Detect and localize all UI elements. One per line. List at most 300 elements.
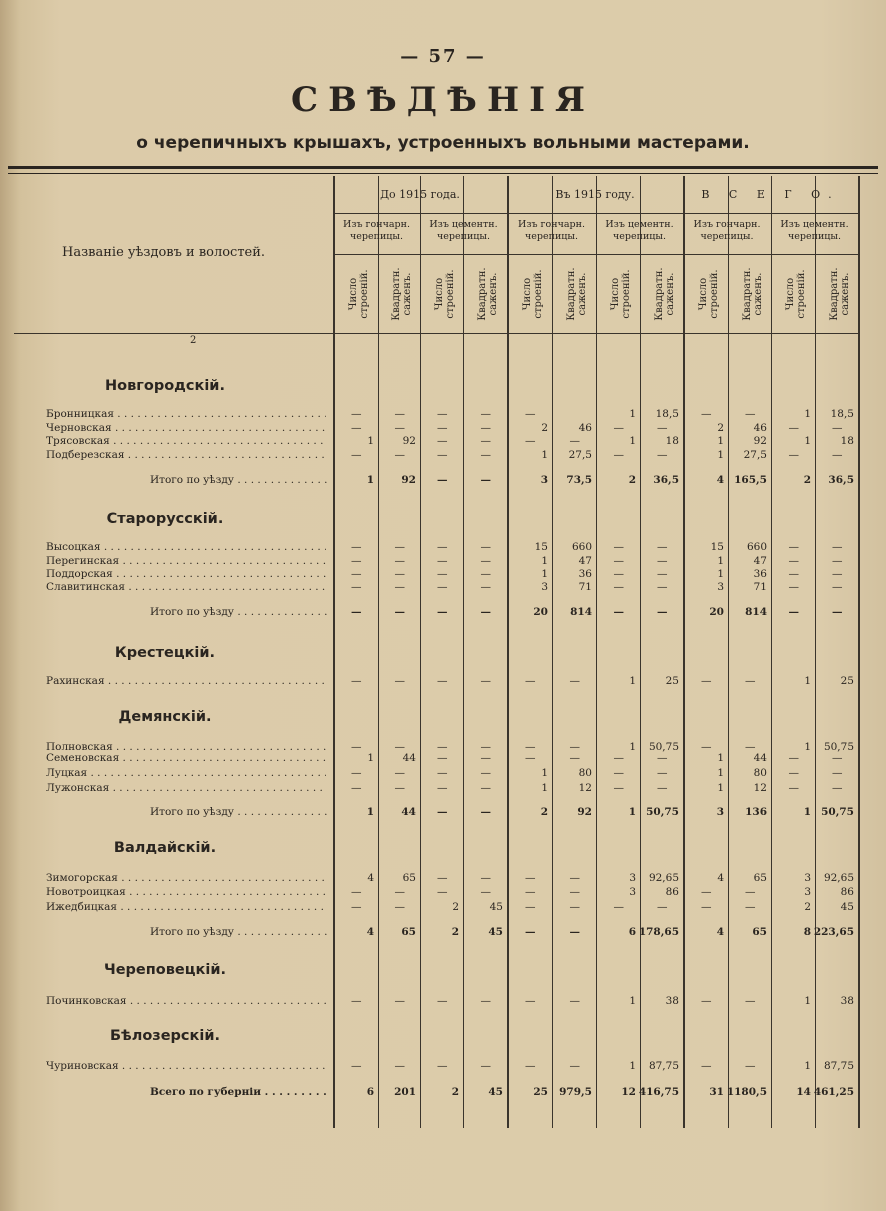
- total-cell: 92: [401, 474, 416, 486]
- total-cell: 2: [803, 474, 811, 486]
- table-cell: 92: [753, 435, 767, 447]
- volost-name: Трясовская . . .: [46, 435, 326, 447]
- table-cell: —: [437, 568, 448, 580]
- table-cell: —: [788, 581, 799, 593]
- column-divider: [420, 176, 421, 1128]
- table-cell: 18,5: [655, 408, 679, 420]
- table-cell: —: [613, 752, 624, 764]
- table-cell: —: [569, 752, 580, 764]
- header-bottom-line: [14, 333, 858, 334]
- table-cell: —: [437, 581, 448, 593]
- table-cell: —: [745, 901, 756, 913]
- table-cell: —: [351, 886, 362, 898]
- table-cell: —: [437, 541, 448, 553]
- table-cell: 1: [804, 675, 811, 687]
- total-cell: 2: [628, 474, 636, 486]
- table-cell: —: [613, 449, 624, 461]
- total-cell: 4: [716, 474, 724, 486]
- header-rule-thick: [8, 166, 878, 169]
- table-cell: 92,65: [648, 872, 679, 884]
- volost-name: Луцкая . . .: [46, 767, 326, 779]
- volost-name: Зимогорская . . .: [46, 872, 326, 884]
- table-cell: —: [394, 782, 405, 794]
- table-cell: 1: [541, 555, 548, 567]
- total-cell: 223,65: [813, 926, 854, 938]
- total-cell: 4: [366, 926, 374, 938]
- table-cell: 2: [452, 901, 459, 913]
- table-cell: —: [351, 1060, 362, 1072]
- table-cell: —: [569, 901, 580, 913]
- total-cell: 36,5: [653, 474, 679, 486]
- table-cell: 47: [578, 555, 592, 567]
- table-cell: —: [613, 422, 624, 434]
- table-cell: 25: [840, 675, 854, 687]
- total-cell: —: [480, 806, 491, 818]
- table-cell: 3: [541, 581, 548, 593]
- column-header: Число строеній.: [697, 269, 720, 319]
- table-cell: 1: [629, 435, 636, 447]
- table-cell: —: [351, 782, 362, 794]
- table-cell: —: [745, 886, 756, 898]
- table-cell: 4: [367, 872, 374, 884]
- table-cell: 38: [665, 995, 679, 1007]
- volost-name: Славитинская . . .: [46, 581, 326, 593]
- total-cell: 1: [366, 474, 374, 486]
- total-cell: 165,5: [734, 474, 767, 486]
- table-cell: —: [394, 767, 405, 779]
- total-cell: 20: [709, 606, 724, 618]
- table-cell: —: [701, 995, 712, 1007]
- table-cell: —: [437, 995, 448, 1007]
- column-header: Число строеній.: [521, 269, 544, 319]
- total-cell: 2: [540, 806, 548, 818]
- table-cell: —: [525, 886, 536, 898]
- table-cell: —: [613, 767, 624, 779]
- table-cell: 1: [541, 767, 548, 779]
- total-cell: 136: [745, 806, 767, 818]
- total-cell: —: [657, 606, 668, 618]
- table-cell: —: [832, 767, 843, 779]
- table-cell: —: [745, 675, 756, 687]
- table-cell: —: [701, 1060, 712, 1072]
- table-cell: 1: [629, 741, 636, 753]
- table-cell: —: [701, 886, 712, 898]
- table-cell: 46: [578, 422, 592, 434]
- table-cell: 45: [489, 901, 503, 913]
- table-cell: —: [525, 675, 536, 687]
- table-cell: —: [745, 1060, 756, 1072]
- total-cell: 3: [540, 474, 548, 486]
- table-cell: 18: [840, 435, 854, 447]
- table-cell: —: [788, 782, 799, 794]
- table-cell: —: [569, 886, 580, 898]
- total-cell: —: [437, 606, 448, 618]
- table-cell: 71: [753, 581, 767, 593]
- table-cell: —: [525, 995, 536, 1007]
- column-header: Число строеній.: [610, 269, 632, 319]
- table-cell: —: [525, 872, 536, 884]
- column-divider: [640, 176, 641, 1128]
- table-cell: —: [701, 741, 712, 753]
- total-cell: —: [480, 474, 491, 486]
- table-cell: —: [569, 741, 580, 753]
- table-cell: —: [394, 901, 405, 913]
- table-cell: —: [437, 886, 448, 898]
- district-heading: Череповецкій.: [104, 962, 226, 978]
- table-cell: —: [394, 1060, 405, 1072]
- table-cell: —: [569, 872, 580, 884]
- column-header: Число строеній.: [433, 269, 456, 319]
- table-cell: 1: [717, 767, 724, 779]
- table-cell: —: [788, 568, 799, 580]
- table-cell: 15: [710, 541, 724, 553]
- table-cell: —: [394, 995, 405, 1007]
- table-cell: 18,5: [830, 408, 854, 420]
- table-cell: 80: [753, 767, 767, 779]
- table-cell: —: [480, 675, 491, 687]
- table-cell: 1: [367, 752, 374, 764]
- table-cell: 65: [753, 872, 767, 884]
- table-cell: —: [437, 1060, 448, 1072]
- table-cell: 65: [402, 872, 416, 884]
- table-cell: 87,75: [823, 1060, 854, 1072]
- header-group-line: [333, 213, 858, 214]
- district-total-label: Итого по уѣзду . . .: [150, 806, 330, 818]
- total-cell: —: [613, 606, 624, 618]
- header-subgroup-line: [333, 254, 858, 255]
- table-cell: 47: [753, 555, 767, 567]
- total-cell: —: [437, 474, 448, 486]
- table-cell: 45: [840, 901, 854, 913]
- table-cell: —: [701, 408, 712, 420]
- table-cell: —: [437, 741, 448, 753]
- table-cell: —: [437, 422, 448, 434]
- page-number: — 57 —: [400, 46, 486, 67]
- table-cell: 1: [804, 995, 811, 1007]
- column-header: Квадратн. саженъ.: [566, 267, 588, 321]
- table-cell: 80: [578, 767, 592, 779]
- total-cell: 25: [533, 1086, 548, 1098]
- table-cell: 1: [717, 449, 724, 461]
- table-cell: 1: [717, 752, 724, 764]
- table-cell: —: [657, 449, 668, 461]
- table-cell: 27,5: [743, 449, 767, 461]
- table-cell: 2: [541, 422, 548, 434]
- total-cell: —: [569, 926, 580, 938]
- district-heading: Старорусскій.: [106, 511, 224, 527]
- column-divider: [771, 176, 772, 1128]
- table-cell: —: [657, 782, 668, 794]
- table-cell: —: [351, 408, 362, 420]
- table-cell: —: [480, 435, 491, 447]
- table-cell: —: [480, 422, 491, 434]
- volost-name: Высоцкая . . .: [46, 541, 326, 553]
- column-divider: [858, 176, 860, 1128]
- table-cell: 1: [804, 408, 811, 420]
- volost-name: Поддорская . . .: [46, 568, 326, 580]
- column-divider: [378, 176, 379, 1128]
- table-cell: 92: [402, 435, 416, 447]
- table-cell: —: [701, 675, 712, 687]
- table-cell: 1: [629, 675, 636, 687]
- total-cell: 461,25: [813, 1086, 854, 1098]
- column-header: Квадратн. саженъ.: [653, 267, 676, 321]
- table-cell: —: [657, 581, 668, 593]
- table-cell: —: [437, 767, 448, 779]
- table-cell: —: [394, 568, 405, 580]
- column-header: Число строеній.: [347, 269, 370, 319]
- grand-total-label: Всего по губерніи . . .: [150, 1086, 330, 1098]
- table-cell: —: [832, 752, 843, 764]
- table-cell: —: [525, 1060, 536, 1072]
- district-total-label: Итого по уѣзду . . .: [150, 926, 330, 938]
- table-cell: —: [832, 422, 843, 434]
- table-cell: —: [525, 435, 536, 447]
- total-cell: —: [480, 606, 491, 618]
- group-header: Въ 1915 году.: [555, 188, 635, 201]
- total-cell: 2: [451, 1086, 459, 1098]
- table-cell: —: [832, 782, 843, 794]
- district-total-label: Итого по уѣзду . . .: [150, 606, 330, 618]
- table-cell: —: [788, 752, 799, 764]
- table-cell: —: [701, 901, 712, 913]
- table-cell: —: [351, 541, 362, 553]
- table-cell: —: [832, 541, 843, 553]
- table-cell: —: [480, 782, 491, 794]
- table-cell: —: [832, 568, 843, 580]
- column-header: Число строеній.: [785, 269, 807, 319]
- volost-name: Починковская . . .: [46, 995, 326, 1007]
- table-cell: —: [351, 901, 362, 913]
- table-cell: —: [351, 555, 362, 567]
- table-cell: 36: [753, 568, 767, 580]
- table-cell: —: [480, 568, 491, 580]
- table-cell: —: [437, 782, 448, 794]
- total-cell: 20: [533, 606, 548, 618]
- table-cell: —: [480, 1060, 491, 1072]
- district-total-label: Итого по уѣзду . . .: [150, 474, 330, 486]
- table-cell: 3: [804, 872, 811, 884]
- table-cell: 12: [578, 782, 592, 794]
- total-cell: 2: [451, 926, 459, 938]
- total-cell: —: [788, 606, 799, 618]
- table-cell: —: [437, 555, 448, 567]
- column-divider: [728, 176, 729, 1128]
- table-cell: —: [394, 422, 405, 434]
- table-cell: —: [613, 555, 624, 567]
- total-cell: 3: [716, 806, 724, 818]
- table-cell: 15: [534, 541, 548, 553]
- table-cell: —: [480, 752, 491, 764]
- table-cell: 86: [840, 886, 854, 898]
- volost-name: Чуриновская . . .: [46, 1060, 326, 1072]
- table-cell: 27,5: [568, 449, 592, 461]
- table-cell: —: [745, 741, 756, 753]
- table-cell: 1: [717, 435, 724, 447]
- table-cell: —: [394, 741, 405, 753]
- header-rule-thin: [8, 173, 878, 174]
- column-divider: [333, 176, 335, 1128]
- volost-name: Подберезская . . .: [46, 449, 326, 461]
- table-cell: —: [832, 581, 843, 593]
- total-cell: 50,75: [821, 806, 854, 818]
- table-cell: —: [657, 568, 668, 580]
- column-header: Квадратн. саженъ.: [477, 267, 499, 321]
- table-cell: —: [480, 408, 491, 420]
- column-divider: [463, 176, 464, 1128]
- table-cell: —: [745, 995, 756, 1007]
- table-cell: —: [394, 581, 405, 593]
- volost-name: Лужонская . . .: [46, 782, 326, 794]
- table-cell: 3: [717, 581, 724, 593]
- table-cell: —: [788, 767, 799, 779]
- table-cell: 92,65: [823, 872, 854, 884]
- table-cell: —: [480, 886, 491, 898]
- column-divider: [552, 176, 553, 1128]
- column-divider: [815, 176, 816, 1128]
- table-cell: 1: [717, 568, 724, 580]
- table-cell: 18: [665, 435, 679, 447]
- table-cell: —: [394, 449, 405, 461]
- table-cell: —: [394, 408, 405, 420]
- table-cell: —: [437, 675, 448, 687]
- column-divider: [683, 176, 685, 1128]
- table-cell: —: [480, 555, 491, 567]
- page-title: СВѢДѢНІЯ: [291, 80, 595, 120]
- table-cell: —: [525, 408, 536, 420]
- column-divider: [596, 176, 597, 1128]
- total-cell: 44: [401, 806, 416, 818]
- table-cell: 25: [665, 675, 679, 687]
- page-subtitle: о черепичныхъ крышахъ, устроенныхъ вольными мастерами.: [136, 133, 750, 153]
- column-header: Квадратн. саженъ.: [828, 267, 851, 321]
- table-cell: —: [613, 901, 624, 913]
- district-heading: Валдайскій.: [113, 840, 217, 856]
- table-cell: —: [480, 767, 491, 779]
- table-cell: —: [351, 568, 362, 580]
- table-cell: —: [613, 541, 624, 553]
- subgroup-header: Изъ цементн. черепицы.: [429, 219, 498, 242]
- table-cell: 50,75: [823, 741, 854, 753]
- table-cell: —: [832, 555, 843, 567]
- table-cell: 3: [629, 886, 636, 898]
- total-cell: 416,75: [638, 1086, 679, 1098]
- total-cell: 1: [628, 806, 636, 818]
- table-cell: —: [788, 555, 799, 567]
- volost-name: Полновская . . .: [46, 741, 326, 753]
- table-cell: —: [480, 449, 491, 461]
- table-cell: —: [437, 872, 448, 884]
- column-header: Квадратн. саженъ.: [741, 267, 764, 321]
- table-cell: —: [351, 741, 362, 753]
- subgroup-header: Изъ гончарн. черепицы.: [693, 219, 761, 242]
- table-cell: —: [613, 782, 624, 794]
- table-cell: 1: [541, 568, 548, 580]
- table-cell: —: [569, 675, 580, 687]
- column-number-label: 2: [190, 335, 197, 346]
- total-cell: 50,75: [646, 806, 679, 818]
- district-heading: Новгородскій.: [105, 378, 225, 394]
- total-cell: 8: [803, 926, 811, 938]
- table-cell: 1: [367, 435, 374, 447]
- volost-name: Перегинская . . .: [46, 555, 326, 567]
- table-cell: —: [394, 886, 405, 898]
- table-cell: —: [351, 581, 362, 593]
- table-cell: —: [437, 449, 448, 461]
- total-cell: 814: [745, 606, 767, 618]
- total-cell: 92: [577, 806, 592, 818]
- table-cell: —: [788, 449, 799, 461]
- volost-name: Бронницкая . . .: [46, 408, 326, 420]
- subgroup-header: Изъ цементн. черепицы.: [605, 219, 674, 242]
- total-cell: 73,5: [566, 474, 592, 486]
- table-cell: —: [657, 752, 668, 764]
- table-cell: 2: [717, 422, 724, 434]
- table-cell: 12: [753, 782, 767, 794]
- table-cell: 38: [840, 995, 854, 1007]
- total-cell: 31: [709, 1086, 724, 1098]
- table-cell: 1: [629, 408, 636, 420]
- total-cell: 65: [752, 926, 767, 938]
- name-column-header: Названіе уѣздовъ и волостей.: [62, 245, 266, 260]
- table-cell: 44: [402, 752, 416, 764]
- table-cell: —: [480, 872, 491, 884]
- table-cell: 1: [717, 782, 724, 794]
- table-cell: —: [657, 901, 668, 913]
- table-cell: —: [569, 435, 580, 447]
- district-heading: Крестецкій.: [114, 645, 216, 661]
- table-cell: —: [657, 422, 668, 434]
- total-cell: 6: [366, 1086, 374, 1098]
- table-cell: 660: [746, 541, 767, 553]
- table-cell: —: [832, 449, 843, 461]
- table-cell: —: [745, 408, 756, 420]
- total-cell: —: [351, 606, 362, 618]
- table-cell: 3: [629, 872, 636, 884]
- volost-name: Новотроицкая . . .: [46, 886, 326, 898]
- table-cell: —: [569, 995, 580, 1007]
- total-cell: 36,5: [828, 474, 854, 486]
- total-cell: 65: [401, 926, 416, 938]
- table-cell: 71: [578, 581, 592, 593]
- total-cell: —: [525, 926, 536, 938]
- total-cell: 201: [394, 1086, 416, 1098]
- table-cell: —: [525, 741, 536, 753]
- table-cell: 1: [804, 1060, 811, 1072]
- subgroup-header: Изъ гончарн. черепицы.: [518, 219, 585, 242]
- table-cell: 87,75: [648, 1060, 679, 1072]
- table-cell: —: [351, 767, 362, 779]
- table-cell: 50,75: [648, 741, 679, 753]
- table-cell: —: [480, 741, 491, 753]
- total-cell: 14: [796, 1086, 811, 1098]
- table-cell: —: [437, 435, 448, 447]
- total-cell: —: [394, 606, 405, 618]
- table-cell: —: [525, 752, 536, 764]
- table-cell: —: [394, 541, 405, 553]
- table-cell: 660: [571, 541, 592, 553]
- column-header: Квадратн. саженъ.: [391, 267, 413, 321]
- district-heading: Бѣлозерскій.: [109, 1028, 221, 1044]
- group-header: В С Е Г О.: [701, 188, 840, 201]
- table-cell: 44: [753, 752, 767, 764]
- total-cell: 45: [488, 1086, 503, 1098]
- column-divider: [507, 176, 509, 1128]
- table-cell: —: [394, 675, 405, 687]
- table-cell: —: [394, 555, 405, 567]
- table-cell: —: [569, 1060, 580, 1072]
- table-cell: —: [657, 767, 668, 779]
